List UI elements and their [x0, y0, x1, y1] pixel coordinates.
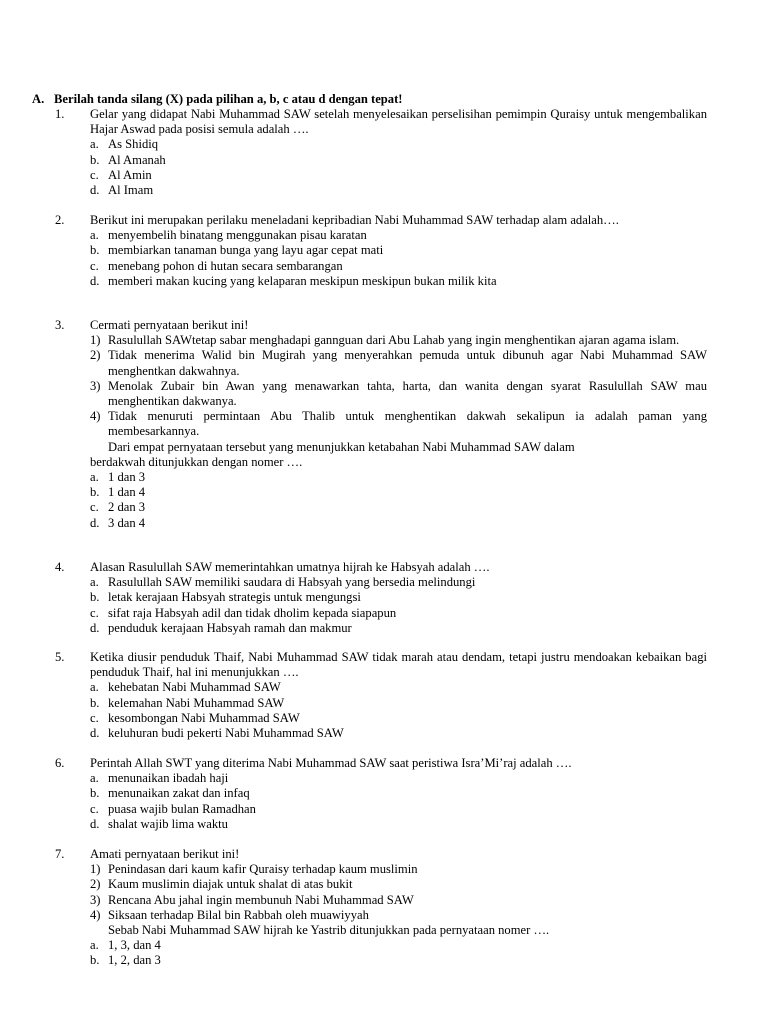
option-text: kelemahan Nabi Muhammad SAW [108, 695, 285, 710]
question-number: 2. [55, 213, 65, 227]
option-text: 1 dan 3 [108, 470, 146, 485]
option-letter: b. [90, 953, 100, 968]
option-letter: d. [90, 816, 100, 831]
option-c[interactable] [90, 168, 707, 183]
option-text: kehebatan Nabi Muhammad SAW [108, 680, 281, 695]
option-b[interactable] [90, 696, 707, 711]
statement-3 [90, 379, 707, 409]
question-text: Ketika diusir penduduk Thaif, Nabi Muhammad SAW tidak marah atau dendam, tetapi justru mendoakan kebaikan bagi penduduk Thaif, hal ini menunjukkan …. [90, 650, 707, 680]
option-letter: c. [90, 167, 99, 182]
section-title-text: Berilah tanda silang (X) pada pilihan a, b, c atau d dengan tepat! [54, 92, 403, 106]
statement-text: Rasulullah SAWtetap sabar menghadapi gannguan dari Abu Lahab yang ingin menghentikan ajaran agama islam. [108, 333, 680, 348]
option-c[interactable] [90, 259, 707, 274]
options-list [90, 771, 707, 832]
option-a[interactable] [90, 771, 707, 786]
question-text: Cermati pernyataan berikut ini! [90, 318, 249, 332]
statement-number: 2) [90, 348, 101, 363]
question-1 [55, 107, 707, 198]
options-list [90, 680, 707, 741]
option-text: sifat raja Habsyah adil dan tidak dholim kepada siapapun [108, 605, 397, 620]
option-text: menunaikan ibadah haji [108, 771, 229, 786]
option-d[interactable] [90, 817, 707, 832]
option-letter: d. [90, 273, 100, 288]
statement-text: Rencana Abu jahal ingin membunuh Nabi Muhammad SAW [108, 892, 414, 907]
option-letter: a. [90, 575, 99, 590]
option-a[interactable] [90, 228, 707, 243]
option-letter: c. [90, 710, 99, 725]
question-4 [55, 560, 707, 636]
option-text: menebang pohon di hutan secara sembarangan [108, 258, 343, 273]
options-list [90, 470, 707, 531]
options-list [90, 575, 707, 636]
options-list [90, 938, 707, 968]
option-text: As Shidiq [108, 137, 159, 152]
option-letter: d. [90, 183, 100, 198]
option-text: keluhuran budi pekerti Nabi Muhammad SAW [108, 726, 344, 741]
question-7 [55, 847, 707, 969]
option-letter: b. [90, 485, 100, 500]
option-text: kesombongan Nabi Muhammad SAW [108, 710, 300, 725]
statement-4 [90, 908, 707, 923]
option-letter: b. [90, 243, 100, 258]
options-list [90, 228, 707, 289]
question-number: 5. [55, 650, 65, 664]
option-d[interactable] [90, 621, 707, 636]
option-letter: b. [90, 695, 100, 710]
question-followup: Dari empat pernyataan tersebut yang menunjukkan ketabahan Nabi Muhammad SAW dalam [108, 439, 575, 454]
option-text: membiarkan tanaman bunga yang layu agar cepat mati [108, 243, 384, 258]
option-letter: c. [90, 801, 99, 816]
question-text: Gelar yang didapat Nabi Muhammad SAW setelah menyelesaikan perselisihan pemimpin Quraisy untuk mengembalikan Hajar Aswad pada posisi semula adalah …. [90, 107, 707, 137]
option-text: puasa wajib bulan Ramadhan [108, 801, 256, 816]
option-text: Rasulullah SAW memiliki saudara di Habsyah yang bersedia melindungi [108, 575, 476, 590]
option-b[interactable] [90, 953, 707, 968]
question-number: 7. [55, 847, 65, 861]
option-c[interactable] [90, 711, 707, 726]
option-text: menyembelih binatang menggunakan pisau karatan [108, 228, 367, 243]
question-2 [55, 213, 707, 289]
option-letter: a. [90, 938, 99, 953]
option-letter: a. [90, 771, 99, 786]
question-number: 1. [55, 107, 65, 121]
section-letter: A. [32, 92, 45, 106]
option-text: memberi makan kucing yang kelaparan meskipun meskipun bukan milik kita [108, 273, 497, 288]
question-number: 6. [55, 756, 65, 770]
option-c[interactable] [90, 500, 707, 515]
option-letter: c. [90, 605, 99, 620]
option-b[interactable] [90, 786, 707, 801]
option-a[interactable] [90, 680, 707, 695]
statement-text: Penindasan dari kaum kafir Quraisy terhadap kaum muslimin [108, 862, 418, 877]
statement-1 [90, 333, 707, 348]
option-a[interactable] [90, 470, 707, 485]
option-d[interactable] [90, 726, 707, 741]
option-letter: c. [90, 500, 99, 515]
question-text: Alasan Rasulullah SAW memerintahkan umatnya hijrah ke Habsyah adalah …. [90, 560, 490, 574]
question-number: 4. [55, 560, 65, 574]
option-text: Al Amanah [108, 152, 166, 167]
option-letter: a. [90, 228, 99, 243]
option-a[interactable] [90, 575, 707, 590]
statement-2 [90, 877, 707, 892]
option-text: Al Amin [108, 167, 152, 182]
option-text: shalat wajib lima waktu [108, 816, 228, 831]
option-text: 1, 3, dan 4 [108, 938, 161, 953]
question-5 [55, 650, 707, 741]
statement-text: Siksaan terhadap Bilal bin Rabbah oleh muawiyyah [108, 907, 369, 922]
question-text: Berikut ini merupakan perilaku meneladani kepribadian Nabi Muhammad SAW terhadap alam adalah…. [90, 213, 619, 227]
section-heading [32, 92, 403, 107]
option-letter: a. [90, 137, 99, 152]
option-b[interactable] [90, 485, 707, 500]
option-b[interactable] [90, 153, 707, 168]
option-c[interactable] [90, 606, 707, 621]
question-3 [55, 318, 707, 531]
statement-text: Menolak Zubair bin Awan yang menawarkan tahta, harta, dan wanita dengan syarat Rasulullah SAW mau menghentikan dakwanya. [108, 378, 707, 409]
option-letter: a. [90, 470, 99, 485]
option-letter: d. [90, 515, 100, 530]
question-text: Amati pernyataan berikut ini! [90, 847, 240, 861]
statement-number: 1) [90, 333, 101, 348]
statement-2 [90, 348, 707, 378]
option-b[interactable] [90, 243, 707, 258]
option-a[interactable] [90, 137, 707, 152]
option-letter: a. [90, 680, 99, 695]
statement-number: 1) [90, 862, 101, 877]
statements-list [90, 862, 707, 938]
statement-3 [90, 893, 707, 908]
option-d[interactable] [90, 516, 707, 531]
question-text: Perintah Allah SWT yang diterima Nabi Muhammad SAW saat peristiwa Isra’Mi’raj adalah …. [90, 756, 572, 770]
option-letter: b. [90, 152, 100, 167]
statement-text: Kaum muslimin diajak untuk shalat di atas bukit [108, 877, 353, 892]
statement-number: 3) [90, 892, 101, 907]
options-list [90, 137, 707, 198]
option-text: 3 dan 4 [108, 515, 146, 530]
question-number: 3. [55, 318, 65, 332]
option-letter: d. [90, 620, 100, 635]
option-text: penduduk kerajaan Habsyah ramah dan makmur [108, 620, 352, 635]
option-letter: c. [90, 258, 99, 273]
statement-number: 4) [90, 409, 101, 424]
statements-list [90, 333, 707, 455]
statement-1 [90, 862, 707, 877]
option-text: letak kerajaan Habsyah strategis untuk mengungsi [108, 590, 361, 605]
question-followup: Sebab Nabi Muhammad SAW hijrah ke Yastrib ditunjukkan pada pernyataan nomer …. [108, 923, 550, 938]
option-text: menunaikan zakat dan infaq [108, 786, 250, 801]
question-followup-continued: berdakwah ditunjukkan dengan nomer …. [90, 454, 303, 469]
statement-number: 4) [90, 907, 101, 922]
statement-number: 3) [90, 378, 101, 393]
question-6 [55, 756, 707, 832]
statement-text: Tidak menerima Walid bin Mugirah yang menyerahkan pemuda untuk dibunuh agar Nabi Muhammad SAW menghentkan dakwahnya. [108, 348, 707, 378]
option-text: Al Imam [108, 183, 154, 198]
option-d[interactable] [90, 183, 707, 198]
option-c[interactable] [90, 802, 707, 817]
statement-4 [90, 409, 707, 439]
option-letter: d. [90, 726, 100, 741]
option-text: 2 dan 3 [108, 500, 146, 515]
option-b[interactable] [90, 590, 707, 605]
statement-text: Tidak menuruti permintaan Abu Thalib untuk menghentikan dakwah sekalipun ia adalah paman yang membesarkannya. [108, 409, 707, 439]
option-letter: b. [90, 786, 100, 801]
option-d[interactable] [90, 274, 707, 289]
option-letter: b. [90, 590, 100, 605]
option-text: 1, 2, dan 3 [108, 953, 161, 968]
statement-number: 2) [90, 877, 101, 892]
option-text: 1 dan 4 [108, 485, 146, 500]
option-a[interactable] [90, 938, 707, 953]
